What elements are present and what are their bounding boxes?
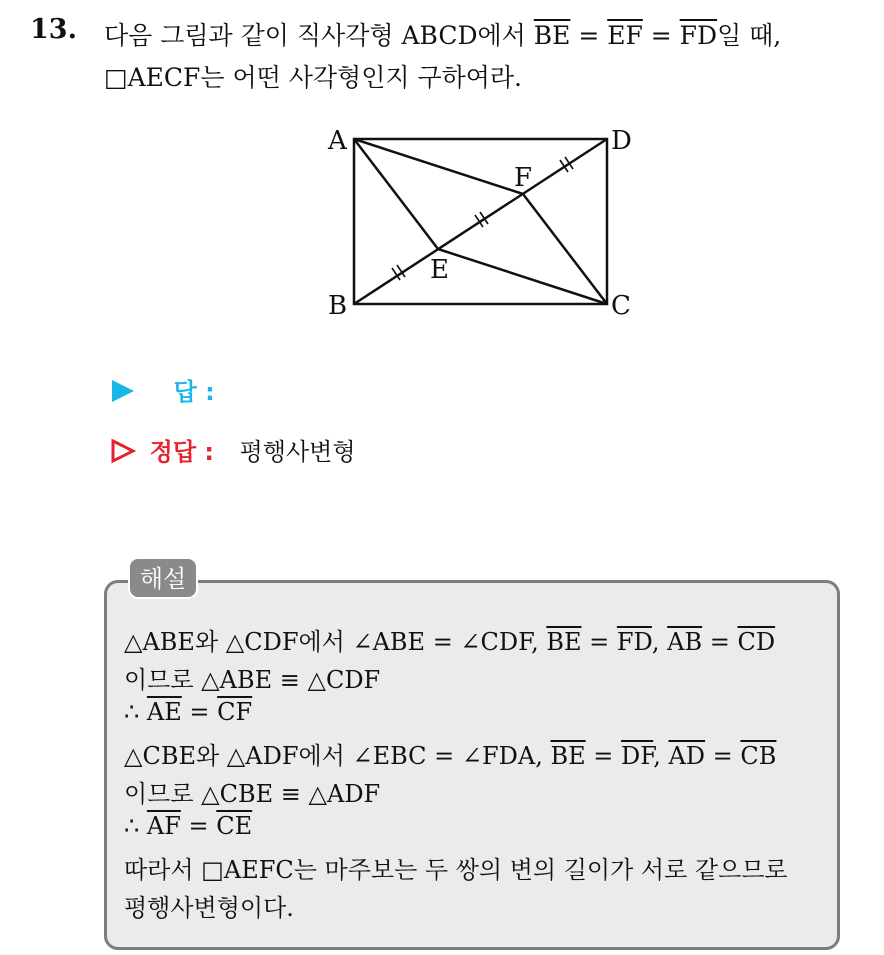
solution-line: 이므로 △CBE ≡ △ADF (124, 780, 381, 808)
correct-answer-label: 정답 : (149, 438, 214, 466)
label-d: D (611, 126, 632, 156)
segment-overline: $\overline{AF}$ (146, 812, 181, 840)
question-line-2: □AECF는 어떤 사각형인지 구하여라. (104, 63, 522, 92)
solution-tag: 해설 (128, 557, 198, 599)
segment-fc (523, 194, 607, 304)
outline-triangle-icon (110, 438, 136, 464)
segment-af (354, 139, 523, 194)
question-text-b: 일 때, (717, 21, 782, 50)
segment-overline: $\overline{AB}$ (667, 628, 703, 656)
solution-line: △CBE와 △ADF에서 ∠EBC = ∠FDA, $\overline{BE} = \overline{DF}$, $\overline{AD} = \overline{CB}$ (124, 742, 777, 770)
label-b: B (328, 291, 348, 321)
answer-row (110, 372, 215, 407)
question-number: 13. (30, 14, 77, 45)
segment-overline: $\overline{BE}$ (546, 628, 582, 656)
rectangle-diagram (320, 118, 650, 323)
question-text-a: 다음 그림과 같이 직사각형 ABCD에서 (104, 21, 534, 50)
segment-overline: $\overline{CB}$ (740, 742, 777, 770)
answer-label: 답 : (173, 378, 215, 406)
segment-overline: $\overline{CE}$ (216, 812, 253, 840)
label-c: C (611, 291, 631, 321)
label-e: E (430, 255, 449, 285)
segment-fd: $\overline{FD}$ (679, 21, 718, 50)
solution-line: 이므로 △ABE ≡ △CDF (124, 666, 381, 694)
equals-sign: = (642, 21, 680, 50)
question-line-1 (104, 16, 781, 52)
solution-line: △ABE와 △CDF에서 ∠ABE = ∠CDF, $\overline{BE} = \overline{FD}$, $\overline{AB} = \overline{CD}$ (124, 628, 776, 656)
correct-answer-row (110, 432, 356, 467)
segment-ec (438, 249, 607, 304)
correct-answer-value: 평행사변형 (239, 438, 356, 466)
segment-overline: $\overline{CD}$ (737, 628, 776, 656)
solution-line: 평행사변형이다. (124, 894, 294, 922)
segment-overline: $\overline{AE}$ (146, 698, 182, 726)
label-f: F (514, 163, 533, 193)
segment-ef: $\overline{EF}$ (607, 21, 643, 50)
segment-overline: $\overline{BE}$ (550, 742, 586, 770)
filled-triangle-icon (110, 378, 136, 404)
segment-overline: $\overline{AD}$ (668, 742, 706, 770)
label-a: A (328, 126, 347, 156)
segment-overline: $\overline{DF}$ (621, 742, 654, 770)
solution-line: 따라서 □AEFC는 마주보는 두 쌍의 변의 길이가 서로 같으므로 (124, 856, 788, 884)
segment-ae (354, 139, 438, 249)
equals-sign: = (570, 21, 608, 50)
solution-line: ∴ $\overline{AE} = \overline{CF}$ (124, 698, 253, 726)
solution-line: ∴ $\overline{AF} = \overline{CE}$ (124, 812, 253, 840)
segment-be: $\overline{BE}$ (533, 21, 571, 50)
segment-overline: $\overline{CF}$ (217, 698, 253, 726)
segment-overline: $\overline{FD}$ (616, 628, 652, 656)
